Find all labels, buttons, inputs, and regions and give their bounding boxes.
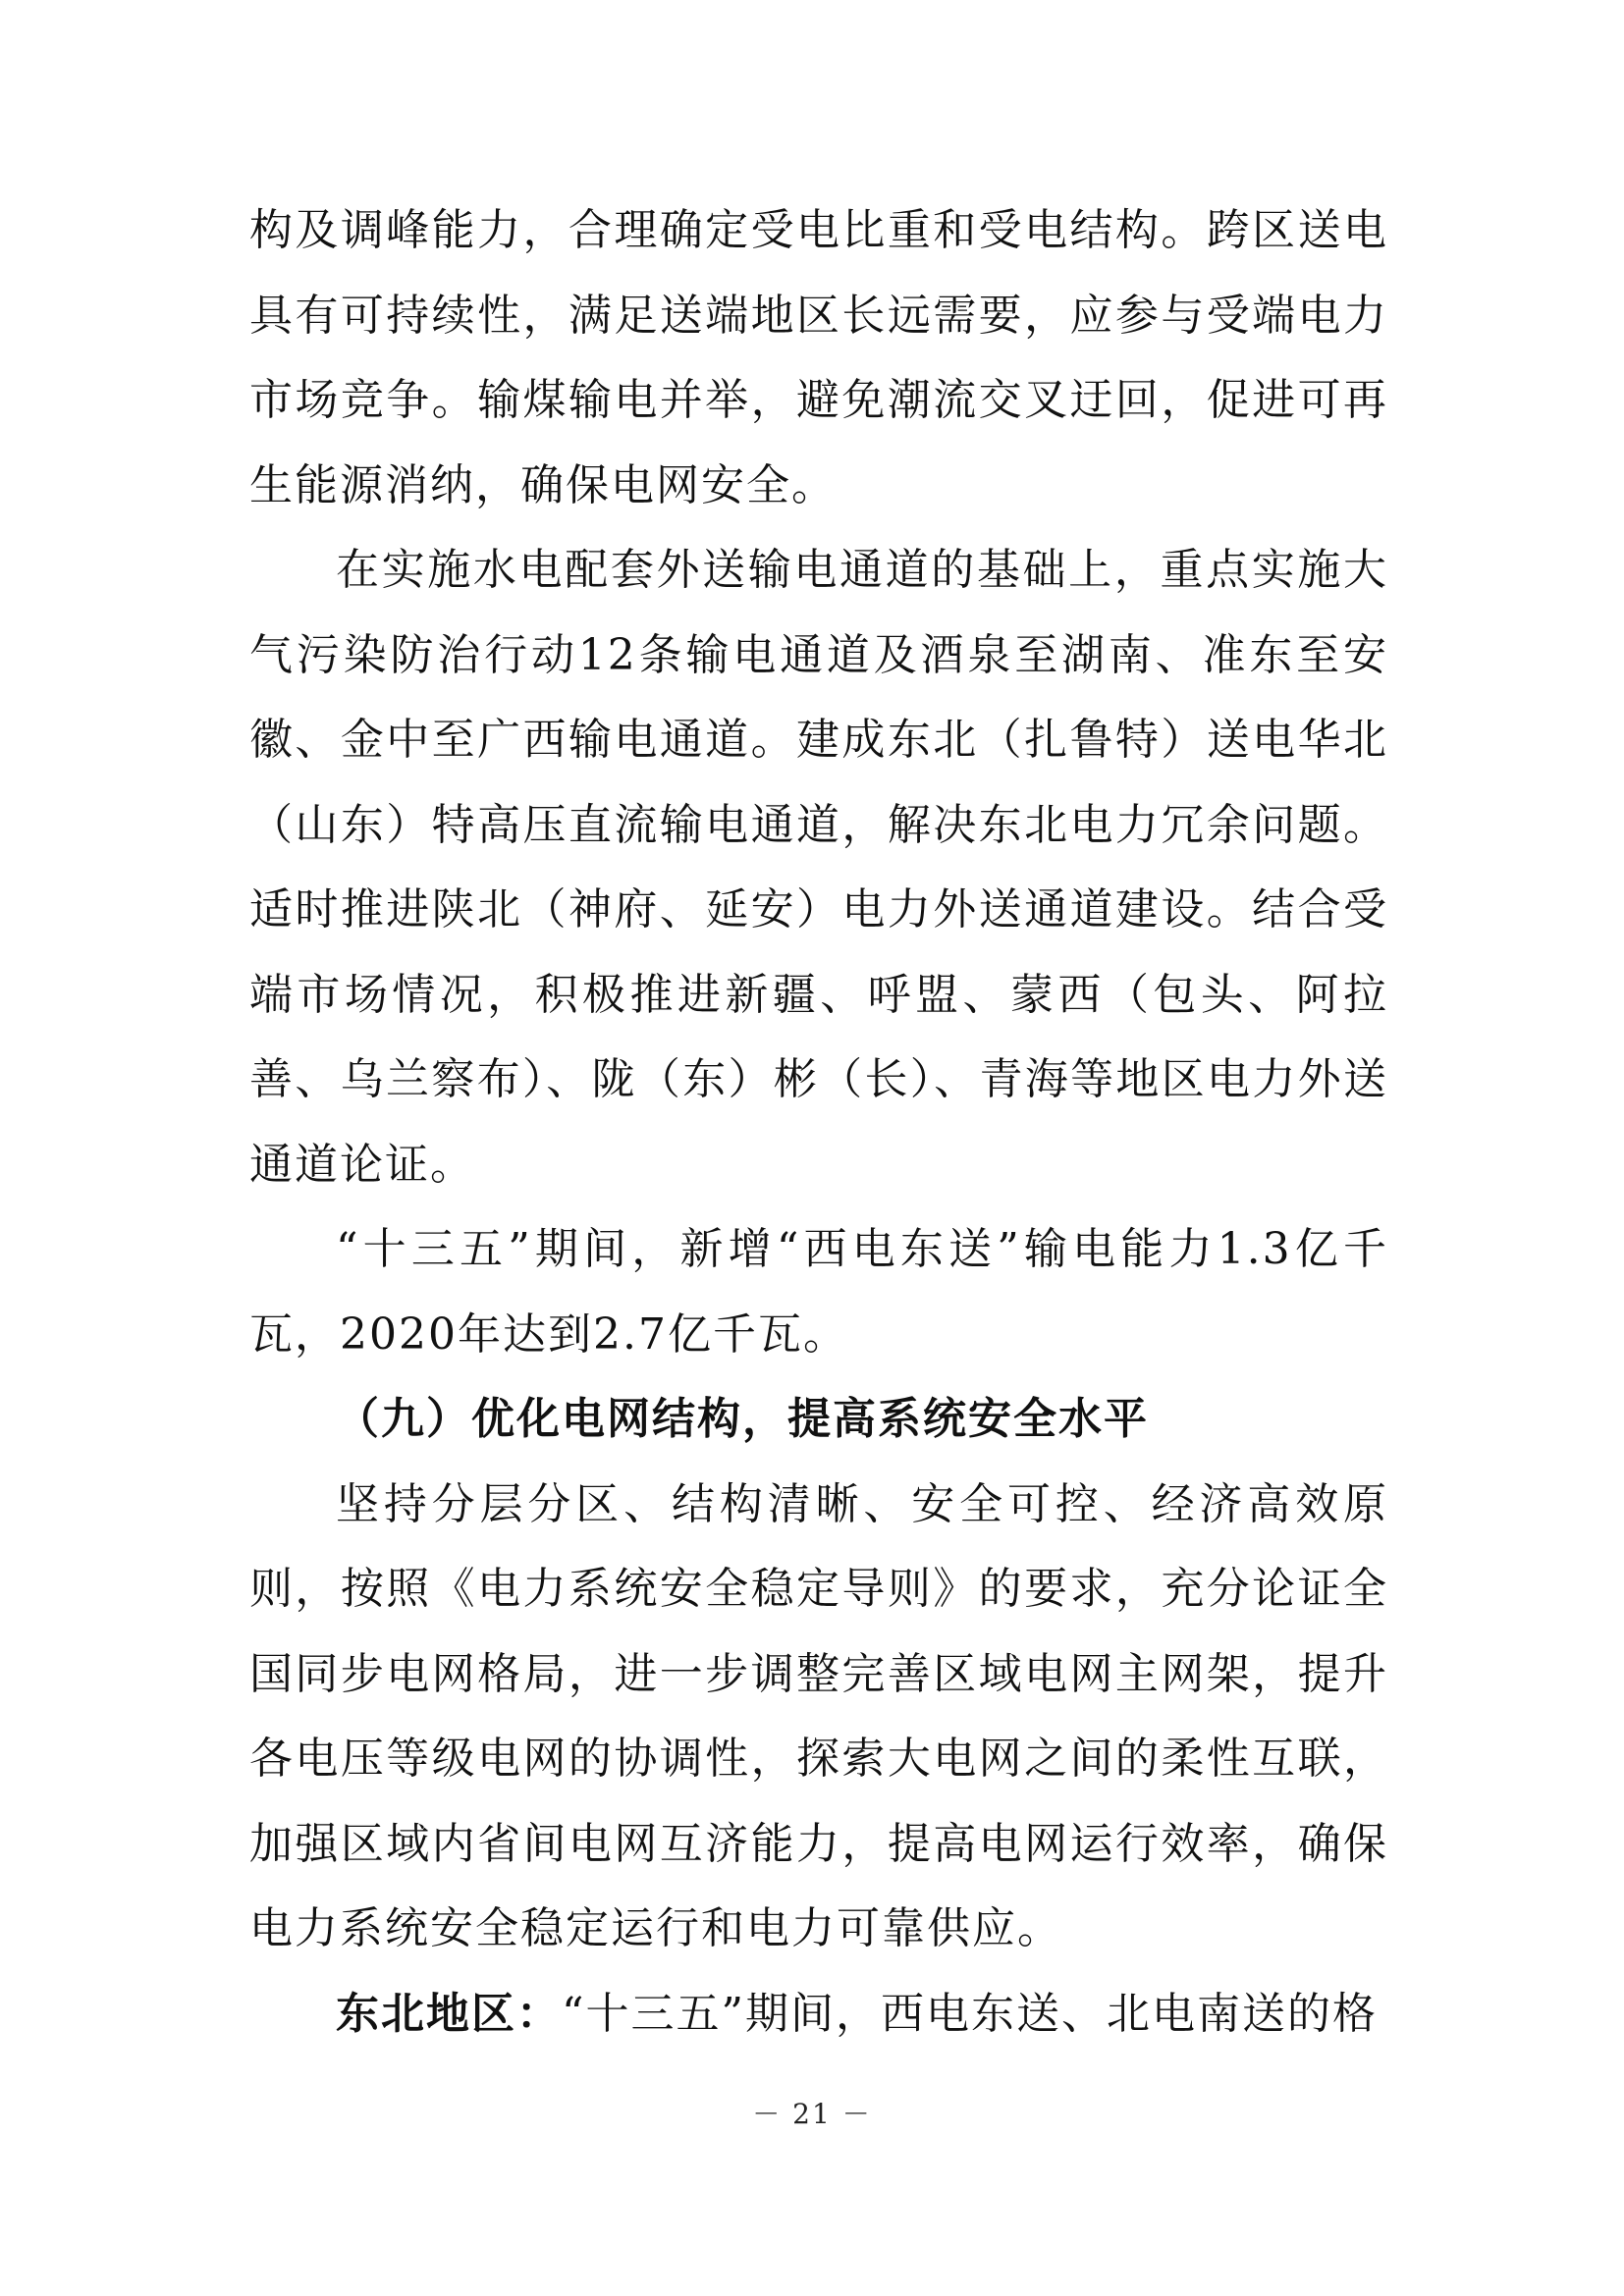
northeast-lead: 东北地区： — [336, 1988, 562, 2039]
paragraph-transmission-channels: 在实施水电配套外送输电通道的基础上，重点实施大气污染防治行动12条输电通道及酒泉至湖南、准东至安徽、金中至广西输电通道。建成东北（扎鲁特）送电华北（山东）特高压直流输电通道，解决东北电力冗余问题。适时推进陕北（神府、延安）电力外送通道建设。结合受端市场情况，积极推进新疆、呼盟、蒙西（包头、阿拉善、乌兰察布）、陇（东）彬（长）、青海等地区电力外送通道论证。 — [249, 545, 1388, 1190]
paragraph-west-east-capacity: “十三五”期间，新增“西电东送”输电能力1.3亿千瓦，2020年达到2.7亿千瓦。 — [249, 1224, 1388, 1360]
body-text — [249, 188, 1388, 2056]
page-number: － 21 － — [752, 2098, 872, 2130]
paragraph-grid-structure: 坚持分层分区、结构清晰、安全可控、经济高效原则，按照《电力系统安全稳定导则》的要求，充分论证全国同步电网格局，进一步调整完善区域电网主网架，提升各电压等级电网的协调性，探索大电网之间的柔性互联，加强区域内省间电网互济能力，提高电网运行效率，确保电力系统安全稳定运行和电力可靠供应。 — [249, 1478, 1388, 1953]
northeast-text: “十三五”期间，西电东送、北电南送的格 — [562, 1988, 1378, 2039]
paragraph-receiving-structure: 构及调峰能力，合理确定受电比重和受电结构。跨区送电具有可持续性，满足送端地区长远需要，应参与受端电力市场竞争。输煤输电并举，避免潮流交叉迂回，促进可再生能源消纳，确保电网安全。 — [249, 205, 1388, 510]
paragraph-northeast-region — [249, 1972, 1388, 2057]
section-heading-9: （九）优化电网结构，提高系统安全水平 — [336, 1394, 1149, 1444]
